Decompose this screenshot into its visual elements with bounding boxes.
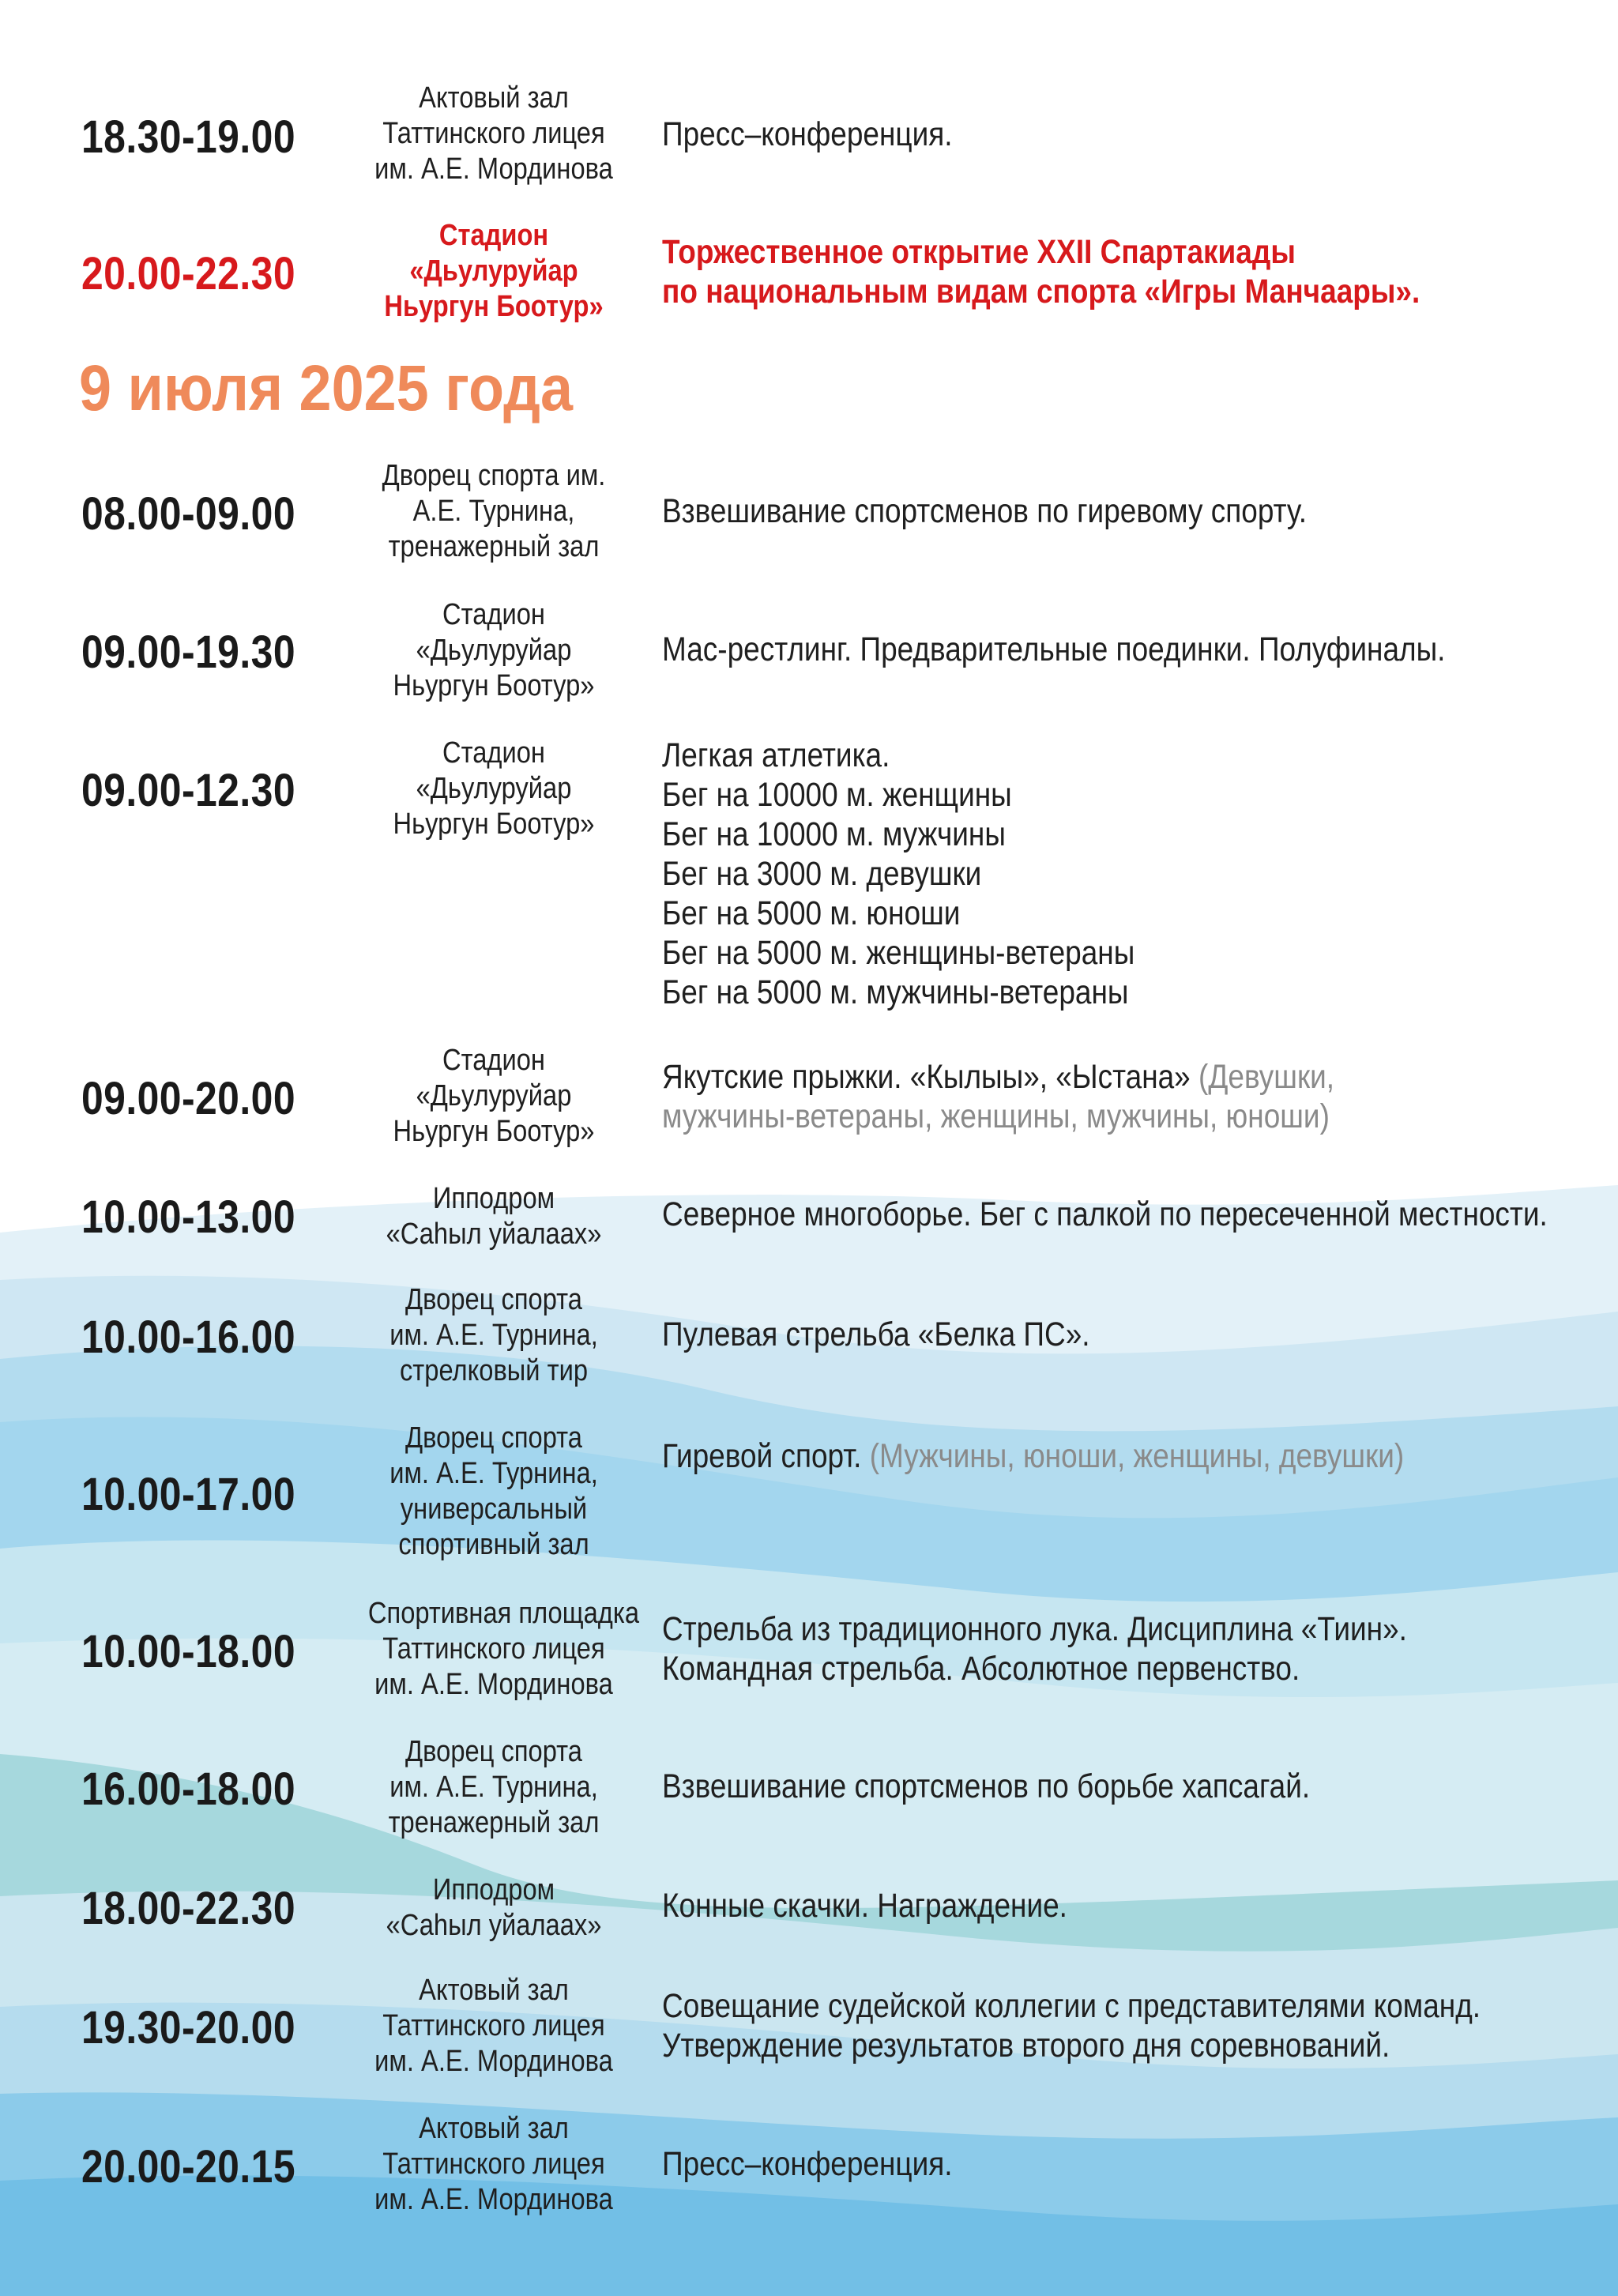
- description-line: Стрельба из традиционного лука. Дисциплина «Тиин».: [662, 1610, 1407, 1648]
- description-line: Совещание судейской коллегии с представителями команд.: [662, 1987, 1481, 2025]
- row-description: [662, 1195, 1548, 1234]
- row-time: 09.00-19.30: [81, 627, 295, 678]
- row-description: [662, 1057, 1443, 1136]
- venue-line: Дворец спорта им.: [382, 459, 606, 492]
- description-line: по национальным видам спорта «Игры Манчаары».: [662, 273, 1420, 311]
- description-line: Пресс–конференция.: [662, 115, 953, 153]
- description-line: Северное многоборье. Бег с палкой по пересеченной местности.: [662, 1195, 1548, 1233]
- venue-line: стрелковый тир: [399, 1354, 589, 1387]
- description-line: [662, 1057, 1443, 1097]
- row-time: 10.00-16.00: [81, 1312, 295, 1363]
- venue-line: им. А.Е. Мординова: [374, 2045, 613, 2078]
- row-venue: [368, 218, 619, 325]
- description-line: Бег на 5000 м. юноши: [662, 894, 961, 932]
- row-time: 10.00-18.00: [81, 1626, 295, 1677]
- venue-line: им. А.Е. Мординова: [374, 2183, 613, 2216]
- venue-line: Таттинского лицея: [382, 117, 605, 150]
- row-time: 19.30-20.00: [81, 2002, 295, 2053]
- row-time: 08.00-09.00: [81, 488, 295, 540]
- description-line: Бег на 10000 м. мужчины: [662, 815, 1006, 853]
- row-venue: [368, 1181, 619, 1252]
- row-description: [662, 2144, 1443, 2184]
- venue-line: универсальный: [400, 1492, 588, 1526]
- description-line: Бег на 5000 м. женщины-ветераны: [662, 934, 1135, 972]
- venue-line: им. А.Е. Турнина,: [389, 1319, 598, 1352]
- venue-line: «Дьулуруйар: [416, 634, 572, 667]
- venue-line: Таттинского лицея: [382, 2147, 605, 2181]
- day-heading: 9 июля 2025 года: [79, 352, 573, 424]
- description-line: Бег на 10000 м. женщины: [662, 776, 1012, 814]
- description-line: [662, 1436, 1443, 1476]
- venue-line: Ньургун Боотур»: [393, 807, 595, 841]
- venue-line: «Саһыл уйалаах»: [386, 1909, 602, 1942]
- row-description: [662, 1986, 1481, 2065]
- row-description: [662, 1436, 1443, 1476]
- venue-line: Ньургун Боотур»: [384, 290, 604, 323]
- venue-line: «Дьулуруйар: [416, 772, 572, 805]
- description-line: Торжественное открытие XXII Спартакиады: [662, 233, 1296, 271]
- venue-line: Ипподром: [432, 1873, 555, 1906]
- row-description: [662, 1886, 1443, 1925]
- row-venue: [367, 1596, 640, 1703]
- row-time: 20.00-22.30: [81, 248, 295, 299]
- description-line: Конные скачки. Награждение.: [662, 1887, 1067, 1925]
- venue-line: «Дьулуруйар: [409, 254, 578, 288]
- description-line: Мас-рестлинг. Предварительные поединки. Полуфиналы.: [662, 630, 1446, 668]
- venue-line: спортивный зал: [398, 1528, 589, 1561]
- row-venue: [368, 458, 619, 565]
- row-time: 18.00-22.30: [81, 1883, 295, 1934]
- row-description: [662, 1315, 1443, 1354]
- venue-line: Спортивная площадка: [367, 1597, 640, 1630]
- row-venue: [368, 1282, 619, 1389]
- row-description: [662, 115, 1443, 154]
- description-line: Бег на 5000 м. мужчины-ветераны: [662, 973, 1129, 1011]
- venue-line: Актовый зал: [419, 2112, 569, 2145]
- row-venue: [368, 597, 619, 704]
- row-venue: [368, 1421, 619, 1563]
- row-time: 20.00-20.15: [81, 2141, 295, 2192]
- description-line: Взвешивание спортсменов по гиревому спорту.: [662, 492, 1308, 530]
- venue-line: «Саһыл уйалаах»: [386, 1218, 602, 1251]
- venue-line: Таттинского лицея: [382, 1632, 605, 1666]
- venue-line: Дворец спорта: [405, 1735, 582, 1768]
- venue-line: им. А.Е. Мординова: [374, 152, 613, 186]
- venue-line: тренажерный зал: [388, 1806, 600, 1839]
- venue-line: А.Е. Турнина,: [412, 495, 575, 528]
- description-line: Утверждение результатов второго дня соревнований.: [662, 2027, 1390, 2065]
- venue-line: Актовый зал: [419, 81, 569, 115]
- row-description: [662, 630, 1446, 669]
- venue-line: Ньургун Боотур»: [393, 669, 595, 702]
- description-line: Командная стрельба. Абсолютное первенство.: [662, 1650, 1300, 1688]
- venue-line: им. А.Е. Турнина,: [389, 1771, 598, 1804]
- row-venue: [368, 1734, 619, 1841]
- description-line: Взвешивание спортсменов по борьбе хапсагай.: [662, 1767, 1311, 1805]
- venue-line: Стадион: [442, 736, 545, 770]
- row-venue: [368, 2111, 619, 2218]
- row-description: [662, 736, 1443, 1012]
- row-venue: [368, 1043, 619, 1150]
- venue-line: Стадион: [438, 219, 549, 252]
- venue-line: «Дьулуруйар: [416, 1079, 572, 1112]
- row-venue: [368, 81, 619, 187]
- venue-line: им. А.Е. Турнина,: [389, 1457, 598, 1490]
- description-note: мужчины-ветераны, женщины, мужчины, юноши): [662, 1097, 1330, 1135]
- description-line: Бег на 3000 м. девушки: [662, 855, 982, 893]
- venue-line: Стадион: [442, 598, 545, 631]
- row-description: [662, 1609, 1443, 1688]
- venue-line: Дворец спорта: [405, 1421, 582, 1455]
- description-text: Якутские прыжки. «Кылыы», «Ыстана»: [662, 1058, 1191, 1096]
- venue-line: им. А.Е. Мординова: [374, 1668, 613, 1701]
- row-time: 09.00-20.00: [81, 1073, 295, 1124]
- description-line: Пресс–конференция.: [662, 2145, 953, 2183]
- venue-line: Ньургун Боотур»: [393, 1115, 595, 1148]
- venue-line: Дворец спорта: [405, 1283, 582, 1316]
- row-venue: [368, 736, 619, 842]
- row-time: 10.00-17.00: [81, 1469, 295, 1520]
- venue-line: тренажерный зал: [388, 530, 600, 563]
- description-text: Гиревой спорт.: [662, 1437, 862, 1475]
- row-time: 18.30-19.00: [81, 111, 295, 163]
- description-line: Пулевая стрельба «Белка ПС».: [662, 1315, 1090, 1353]
- row-time: 09.00-12.30: [81, 765, 295, 816]
- venue-line: Актовый зал: [419, 1974, 569, 2007]
- row-description: [662, 491, 1443, 531]
- venue-line: Ипподром: [432, 1182, 555, 1215]
- description-note: (Девушки,: [1198, 1058, 1335, 1096]
- row-venue: [368, 1873, 619, 1944]
- row-time: 16.00-18.00: [81, 1763, 295, 1815]
- venue-line: Таттинского лицея: [382, 2009, 605, 2042]
- row-description: [662, 1767, 1443, 1806]
- row-venue: [368, 1973, 619, 2080]
- row-time: 10.00-13.00: [81, 1191, 295, 1243]
- description-note: (Мужчины, юноши, женщины, девушки): [869, 1437, 1405, 1475]
- row-description: [662, 232, 1443, 311]
- venue-line: Стадион: [442, 1044, 545, 1077]
- description-line: Легкая атлетика.: [662, 736, 890, 774]
